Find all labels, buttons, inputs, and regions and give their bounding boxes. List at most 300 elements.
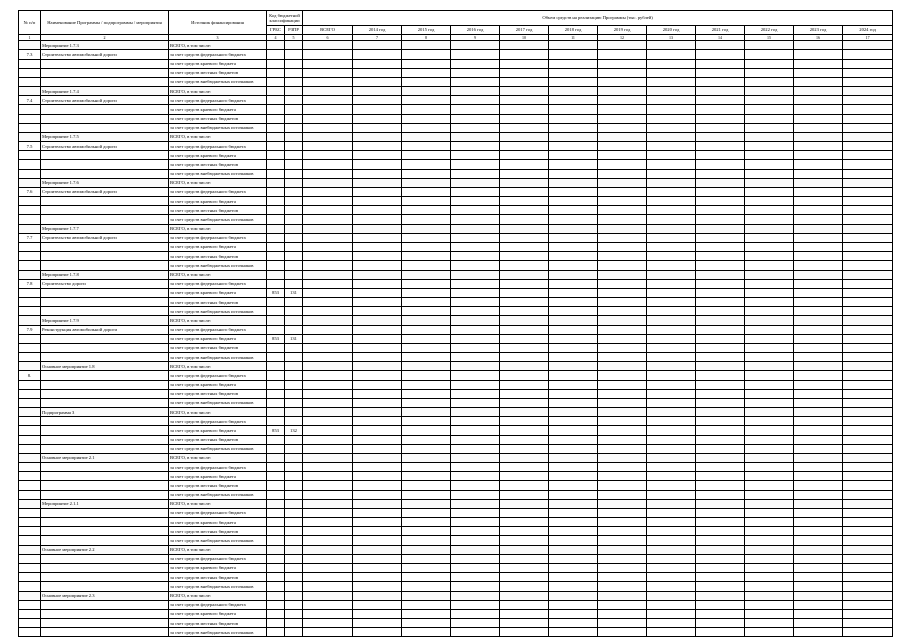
year-value xyxy=(549,178,598,187)
header-year: 2020 год xyxy=(647,26,696,35)
activity-name xyxy=(41,600,169,609)
year-value xyxy=(696,160,745,169)
year-value xyxy=(696,481,745,490)
year-value xyxy=(843,453,893,462)
activity-name: Строительство автомобильной дороги xyxy=(41,142,169,151)
year-value xyxy=(745,545,794,554)
year-value xyxy=(500,417,549,426)
year-value xyxy=(402,343,451,352)
header-col-number: 13 xyxy=(647,35,696,41)
year-value xyxy=(794,252,843,261)
row-number xyxy=(19,307,41,316)
year-value xyxy=(402,96,451,105)
year-value xyxy=(451,59,500,68)
year-value xyxy=(745,362,794,371)
year-value xyxy=(745,316,794,325)
activity-name: Основное мероприятие 2.1 xyxy=(41,453,169,462)
year-value xyxy=(598,463,647,472)
year-value xyxy=(549,169,598,178)
year-value xyxy=(647,96,696,105)
year-value xyxy=(696,298,745,307)
funding-source: за счет средств местных бюджетов xyxy=(169,160,267,169)
year-value xyxy=(843,132,893,141)
year-value xyxy=(353,426,402,435)
year-value xyxy=(745,77,794,86)
year-value xyxy=(647,481,696,490)
grbs-code xyxy=(267,408,285,417)
year-value xyxy=(745,41,794,50)
year-value xyxy=(647,545,696,554)
header-rzpr: РЗПР xyxy=(285,26,303,35)
year-value xyxy=(500,50,549,59)
year-value xyxy=(353,270,402,279)
year-value xyxy=(353,343,402,352)
header-col-number: 15 xyxy=(745,35,794,41)
header-col-number: 5 xyxy=(285,35,303,41)
year-value xyxy=(451,160,500,169)
year-value xyxy=(402,472,451,481)
year-value xyxy=(794,206,843,215)
year-value xyxy=(549,444,598,453)
year-value xyxy=(647,105,696,114)
year-value xyxy=(549,197,598,206)
table-row xyxy=(19,114,893,123)
rzpr-code xyxy=(285,215,303,224)
year-value xyxy=(598,353,647,362)
year-value xyxy=(451,490,500,499)
year-value xyxy=(451,151,500,160)
year-value xyxy=(696,435,745,444)
row-number xyxy=(19,261,41,270)
year-value xyxy=(549,453,598,462)
year-value xyxy=(598,362,647,371)
year-value xyxy=(500,77,549,86)
year-value xyxy=(843,518,893,527)
year-value xyxy=(794,270,843,279)
year-value xyxy=(500,288,549,297)
year-value xyxy=(647,41,696,50)
year-value xyxy=(353,472,402,481)
grbs-code xyxy=(267,307,285,316)
rzpr-code xyxy=(285,371,303,380)
activity-name xyxy=(41,353,169,362)
funding-source: за счет средств федерального бюджета xyxy=(169,325,267,334)
total-value xyxy=(303,481,353,490)
year-value xyxy=(794,417,843,426)
grbs-code xyxy=(267,215,285,224)
year-value xyxy=(843,591,893,600)
year-value xyxy=(598,178,647,187)
header-grbs: ГРБС xyxy=(267,26,285,35)
year-value xyxy=(549,481,598,490)
year-value xyxy=(402,68,451,77)
grbs-code xyxy=(267,600,285,609)
year-value xyxy=(745,353,794,362)
row-number xyxy=(19,490,41,499)
table-row xyxy=(19,215,893,224)
year-value xyxy=(549,472,598,481)
year-value xyxy=(794,582,843,591)
row-number xyxy=(19,362,41,371)
year-value xyxy=(598,187,647,196)
rzpr-code xyxy=(285,481,303,490)
year-value xyxy=(353,261,402,270)
total-value xyxy=(303,325,353,334)
rzpr-code xyxy=(285,380,303,389)
year-value xyxy=(647,252,696,261)
row-number: 7.5 xyxy=(19,142,41,151)
year-value xyxy=(696,573,745,582)
activity-name xyxy=(41,77,169,86)
year-value xyxy=(353,362,402,371)
year-value xyxy=(451,398,500,407)
year-value xyxy=(696,453,745,462)
row-number: 7.6 xyxy=(19,187,41,196)
total-value xyxy=(303,499,353,508)
table-row xyxy=(19,628,893,637)
header-num: № п/п xyxy=(19,11,41,35)
year-value xyxy=(451,215,500,224)
year-value xyxy=(843,298,893,307)
table-row xyxy=(19,490,893,499)
year-value xyxy=(696,270,745,279)
table-row xyxy=(19,96,893,105)
year-value xyxy=(696,206,745,215)
year-value xyxy=(500,353,549,362)
header-col-number: 14 xyxy=(696,35,745,41)
year-value xyxy=(647,398,696,407)
year-value xyxy=(843,353,893,362)
rzpr-code xyxy=(285,362,303,371)
year-value xyxy=(696,261,745,270)
year-value xyxy=(598,151,647,160)
year-value xyxy=(353,463,402,472)
row-number xyxy=(19,554,41,563)
year-value xyxy=(794,261,843,270)
year-value xyxy=(402,197,451,206)
funding-source: за счет средств федерального бюджета xyxy=(169,463,267,472)
year-value xyxy=(598,142,647,151)
funding-source: ВСЕГО, в том числе: xyxy=(169,224,267,233)
activity-name xyxy=(41,389,169,398)
year-value xyxy=(647,77,696,86)
year-value xyxy=(598,160,647,169)
year-value xyxy=(843,105,893,114)
year-value xyxy=(794,288,843,297)
year-value xyxy=(500,252,549,261)
year-value xyxy=(451,417,500,426)
year-value xyxy=(402,609,451,618)
year-value xyxy=(451,536,500,545)
year-value xyxy=(745,463,794,472)
year-value xyxy=(549,508,598,517)
table-row xyxy=(19,362,893,371)
year-value xyxy=(402,87,451,96)
total-value xyxy=(303,343,353,352)
total-value xyxy=(303,316,353,325)
year-value xyxy=(402,279,451,288)
year-value xyxy=(598,224,647,233)
row-number xyxy=(19,343,41,352)
year-value xyxy=(402,132,451,141)
activity-name xyxy=(41,252,169,261)
year-value xyxy=(402,252,451,261)
year-value xyxy=(402,426,451,435)
year-value xyxy=(598,288,647,297)
year-value xyxy=(402,380,451,389)
year-value xyxy=(696,545,745,554)
year-value xyxy=(696,508,745,517)
rzpr-code xyxy=(285,353,303,362)
grbs-code xyxy=(267,132,285,141)
year-value xyxy=(647,197,696,206)
year-value xyxy=(696,142,745,151)
year-value xyxy=(696,398,745,407)
header-year: 2024 год xyxy=(843,26,893,35)
funding-source: ВСЕГО, в том числе: xyxy=(169,178,267,187)
year-value xyxy=(696,628,745,637)
table-row xyxy=(19,591,893,600)
year-value xyxy=(794,628,843,637)
year-value xyxy=(696,224,745,233)
year-value xyxy=(353,87,402,96)
rzpr-code xyxy=(285,132,303,141)
year-value xyxy=(794,77,843,86)
funding-source: за счет средств федерального бюджета xyxy=(169,417,267,426)
year-value xyxy=(794,453,843,462)
year-value xyxy=(794,490,843,499)
year-value xyxy=(647,499,696,508)
table-row xyxy=(19,132,893,141)
year-value xyxy=(745,600,794,609)
rzpr-code xyxy=(285,463,303,472)
year-value xyxy=(598,261,647,270)
year-value xyxy=(549,224,598,233)
year-value xyxy=(843,481,893,490)
year-value xyxy=(843,325,893,334)
table-row xyxy=(19,564,893,573)
funding-source: за счет средств внебюджетных источников xyxy=(169,123,267,132)
row-number xyxy=(19,242,41,251)
row-number xyxy=(19,169,41,178)
row-number xyxy=(19,573,41,582)
year-value xyxy=(353,160,402,169)
year-value xyxy=(843,123,893,132)
year-value xyxy=(353,490,402,499)
year-value xyxy=(353,573,402,582)
activity-name xyxy=(41,619,169,628)
year-value xyxy=(451,453,500,462)
table-row xyxy=(19,380,893,389)
year-value xyxy=(794,609,843,618)
year-value xyxy=(598,582,647,591)
year-value xyxy=(598,334,647,343)
year-value xyxy=(353,380,402,389)
year-value xyxy=(500,609,549,618)
year-value xyxy=(843,619,893,628)
year-value xyxy=(549,142,598,151)
year-value xyxy=(500,316,549,325)
year-value xyxy=(549,609,598,618)
table-row xyxy=(19,197,893,206)
activity-name xyxy=(41,564,169,573)
year-value xyxy=(353,178,402,187)
header-col-number: 8 xyxy=(402,35,451,41)
total-value xyxy=(303,628,353,637)
year-value xyxy=(500,242,549,251)
row-number xyxy=(19,224,41,233)
grbs-code xyxy=(267,68,285,77)
year-value xyxy=(696,490,745,499)
funding-source: за счет средств местных бюджетов xyxy=(169,573,267,582)
year-value xyxy=(549,50,598,59)
grbs-code xyxy=(267,518,285,527)
year-value xyxy=(843,160,893,169)
year-value xyxy=(402,224,451,233)
row-number xyxy=(19,114,41,123)
header-year: 2014 год xyxy=(353,26,402,35)
year-value xyxy=(598,307,647,316)
row-number xyxy=(19,316,41,325)
year-value xyxy=(451,233,500,242)
year-value xyxy=(353,325,402,334)
year-value xyxy=(549,362,598,371)
year-value xyxy=(794,600,843,609)
year-value xyxy=(647,453,696,462)
year-value xyxy=(745,426,794,435)
row-number xyxy=(19,206,41,215)
year-value xyxy=(745,279,794,288)
table-row xyxy=(19,371,893,380)
year-value xyxy=(794,527,843,536)
year-value xyxy=(794,187,843,196)
total-value xyxy=(303,261,353,270)
activity-name: Мероприятие 1.7.8 xyxy=(41,270,169,279)
year-value xyxy=(549,105,598,114)
row-number xyxy=(19,252,41,261)
total-value xyxy=(303,187,353,196)
grbs-code xyxy=(267,160,285,169)
row-number xyxy=(19,453,41,462)
table-row xyxy=(19,169,893,178)
total-value xyxy=(303,619,353,628)
year-value xyxy=(402,398,451,407)
year-value xyxy=(794,499,843,508)
year-value xyxy=(598,527,647,536)
year-value xyxy=(500,132,549,141)
rzpr-code xyxy=(285,564,303,573)
total-value xyxy=(303,41,353,50)
year-value xyxy=(402,233,451,242)
year-value xyxy=(549,463,598,472)
year-value xyxy=(598,68,647,77)
year-value xyxy=(451,554,500,563)
year-value xyxy=(451,206,500,215)
year-value xyxy=(843,499,893,508)
header-col-number: 9 xyxy=(451,35,500,41)
year-value xyxy=(451,68,500,77)
table-row xyxy=(19,288,893,297)
total-value xyxy=(303,472,353,481)
total-value xyxy=(303,252,353,261)
financing-table xyxy=(18,10,893,637)
header-source: Источник финансирования xyxy=(169,11,267,35)
row-number xyxy=(19,151,41,160)
year-value xyxy=(696,389,745,398)
year-value xyxy=(696,426,745,435)
year-value xyxy=(451,270,500,279)
year-value xyxy=(647,380,696,389)
total-value xyxy=(303,444,353,453)
year-value xyxy=(451,508,500,517)
year-value xyxy=(451,591,500,600)
rzpr-code xyxy=(285,114,303,123)
year-value xyxy=(353,215,402,224)
year-value xyxy=(843,187,893,196)
year-value xyxy=(794,343,843,352)
year-value xyxy=(647,619,696,628)
year-value xyxy=(549,68,598,77)
year-value xyxy=(549,316,598,325)
year-value xyxy=(647,609,696,618)
year-value xyxy=(843,279,893,288)
rzpr-code xyxy=(285,325,303,334)
year-value xyxy=(794,362,843,371)
grbs-code xyxy=(267,178,285,187)
year-value xyxy=(598,41,647,50)
year-value xyxy=(500,380,549,389)
year-value xyxy=(745,573,794,582)
year-value xyxy=(500,490,549,499)
year-value xyxy=(696,325,745,334)
activity-name xyxy=(41,261,169,270)
year-value xyxy=(353,242,402,251)
table-row xyxy=(19,325,893,334)
year-value xyxy=(500,123,549,132)
year-value xyxy=(353,453,402,462)
year-value xyxy=(745,417,794,426)
row-number xyxy=(19,123,41,132)
year-value xyxy=(696,41,745,50)
year-value xyxy=(745,518,794,527)
year-value xyxy=(794,444,843,453)
funding-source: за счет средств местных бюджетов xyxy=(169,343,267,352)
year-value xyxy=(549,41,598,50)
grbs-code xyxy=(267,435,285,444)
year-value xyxy=(647,518,696,527)
row-number xyxy=(19,68,41,77)
year-value xyxy=(402,334,451,343)
row-number xyxy=(19,417,41,426)
year-value xyxy=(402,50,451,59)
year-value xyxy=(402,527,451,536)
year-value xyxy=(500,472,549,481)
year-value xyxy=(451,96,500,105)
year-value xyxy=(843,508,893,517)
year-value xyxy=(500,87,549,96)
year-value xyxy=(843,224,893,233)
year-value xyxy=(696,362,745,371)
year-value xyxy=(745,59,794,68)
total-value xyxy=(303,371,353,380)
year-value xyxy=(745,334,794,343)
table-row xyxy=(19,178,893,187)
funding-source: ВСЕГО, в том числе: xyxy=(169,362,267,371)
year-value xyxy=(451,435,500,444)
year-value xyxy=(549,279,598,288)
year-value xyxy=(598,389,647,398)
year-value xyxy=(402,371,451,380)
